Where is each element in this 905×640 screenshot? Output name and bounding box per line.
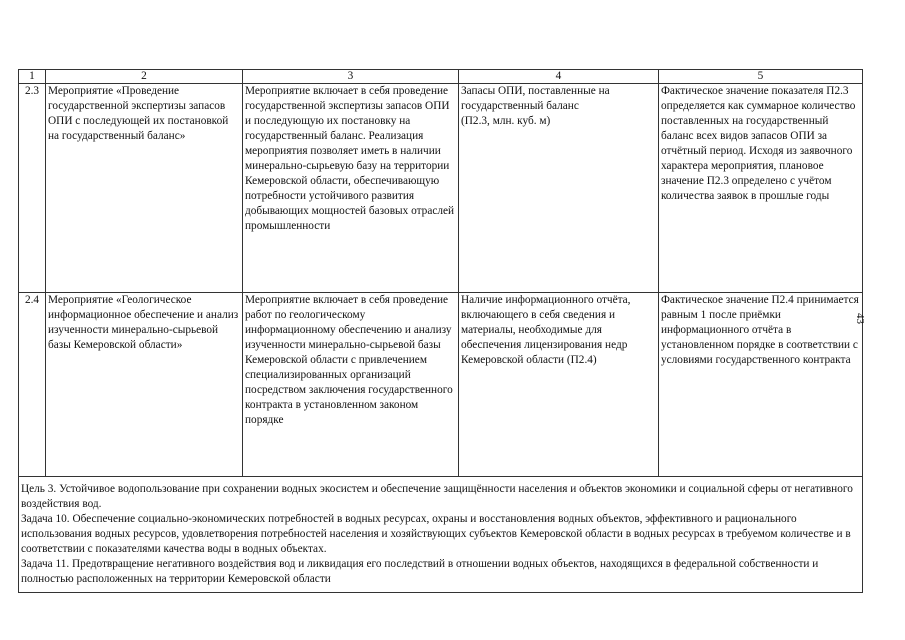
calculation-method: Фактическое значение показателя П2.3 определяется как суммарное количество поставленных на государственный баланс всех видов запасов ОПИ за отчётный период. Исходя из заявочного характера мероприятия, плановое значение П2.3 определено с учётом количества заявок в прошлые годы xyxy=(659,84,863,293)
goal-3-text: Цель 3. Устойчивое водопользование при сохранении водных экосистем и обеспечение защищённости населения и объектов экономики и социальной сферы от негативного воздействия вод. xyxy=(21,483,853,510)
header-cell-1: 1 xyxy=(19,70,46,84)
task-11-text: Задача 11. Предотвращение негативного воздействия вод и ликвидация его последствий в отношении водных объектов, находящихся в федеральной собственности и полностью расположенных на территории Кемеровской области xyxy=(21,558,819,585)
event-description: Мероприятие включает в себя проведение работ по геологическому информационному обеспечению и анализу изученности минерально-сырьевой базы Кемеровской области с привлечением специализированных организаций посредством заключения государственного контракта в установленном законом порядке xyxy=(243,293,459,477)
table-row xyxy=(19,293,863,477)
event-description: Мероприятие включает в себя проведение государственной экспертизы запасов ОПИ и последующую их постановку на государственный баланс. Реализация мероприятия позволяет иметь в наличии минерально-сырьевую базу на территории Кемеровской области, обеспечивающую потребности устойчивого развития добывающих мощностей базовых отраслей промышленности xyxy=(243,84,459,293)
page-number: 43 xyxy=(854,313,866,324)
header-cell-4: 4 xyxy=(459,70,659,84)
header-cell-3: 3 xyxy=(243,70,459,84)
calculation-method: Фактическое значение П2.4 принимается равным 1 после приёмки информационного отчёта в установленном порядке в соответствии с условиями государственного контракта xyxy=(659,293,863,477)
header-row xyxy=(19,70,863,84)
table-row xyxy=(19,84,863,293)
goal-cell xyxy=(19,477,863,593)
indicator-name: Наличие информационного отчёта, включающего в себя сведения и материалы, необходимые для обеспечения лицензирования недр Кемеровской области (П2.4) xyxy=(459,293,659,477)
program-table xyxy=(18,69,863,593)
header-cell-5: 5 xyxy=(659,70,863,84)
header-cell-2: 2 xyxy=(46,70,243,84)
goal-row xyxy=(19,477,863,593)
event-name: Мероприятие «Проведение государственной экспертизы запасов ОПИ с последующей их постановкой на государственный баланс» xyxy=(46,84,243,293)
row-number: 2.4 xyxy=(19,293,46,477)
task-10-text: Задача 10. Обеспечение социально-экономических потребностей в водных ресурсах, охраны и восстановления водных объектов, эффективного и рационального использования водных ресурсов, удовлетворения потребностей населения и хозяйствующих субъектов Кемеровской области в водных ресурсах в требуемом количестве и в соответствии с показателями качества воды в водных объектах. xyxy=(21,513,851,555)
indicator-name: Запасы ОПИ, поставленные на государственный баланс (П2.3, млн. куб. м) xyxy=(459,84,659,293)
row-number: 2.3 xyxy=(19,84,46,293)
event-name: Мероприятие «Геологическое информационное обеспечение и анализ изученности минерально-сырьевой базы Кемеровской области» xyxy=(46,293,243,477)
